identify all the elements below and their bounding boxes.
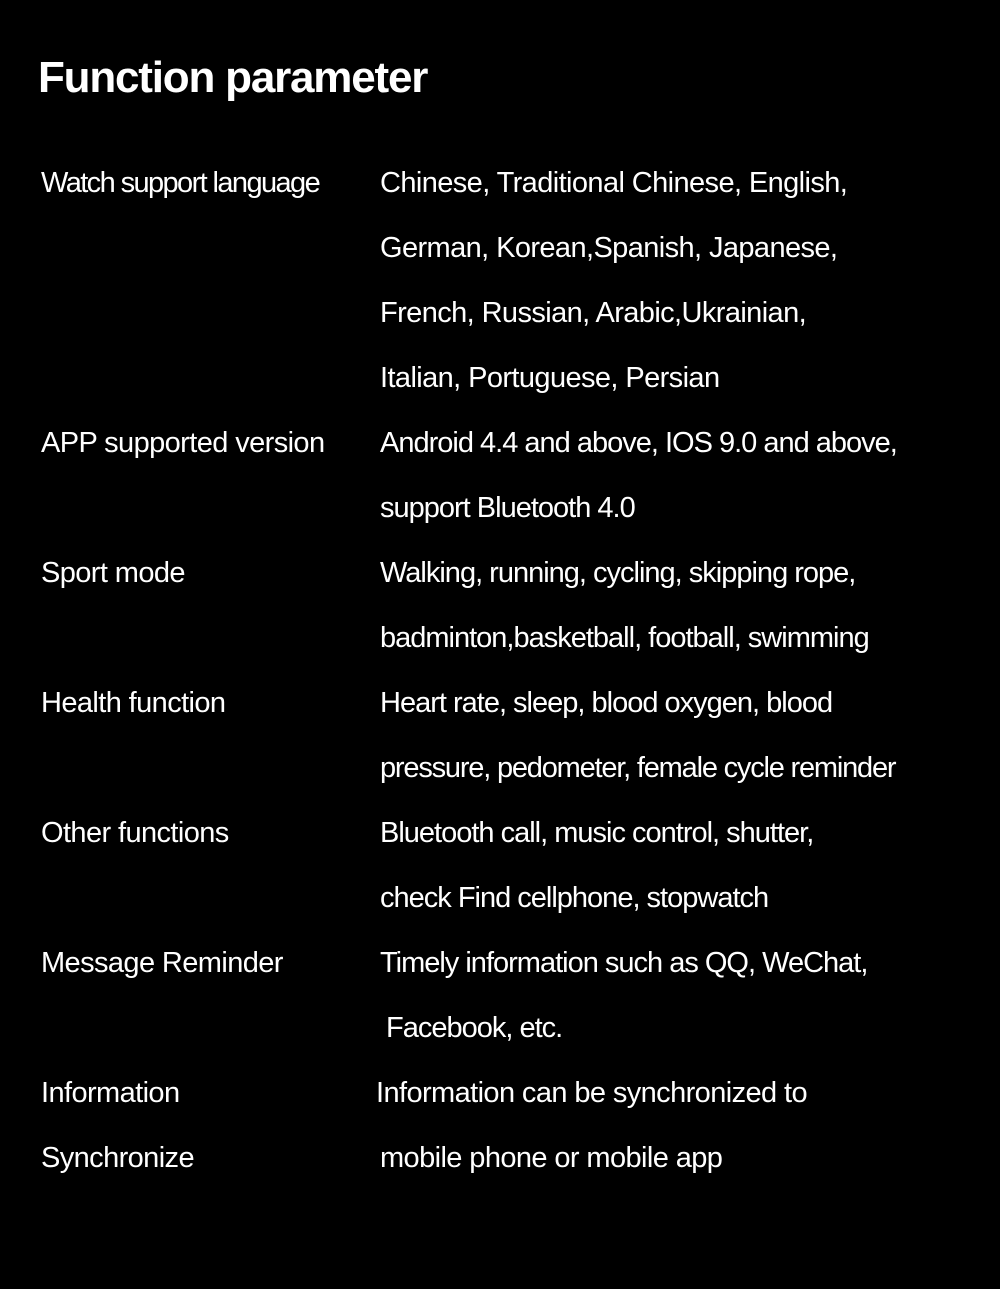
page-title: Function parameter — [38, 53, 428, 102]
param-label-information: Information — [41, 1077, 180, 1109]
param-value-line: Bluetooth call, music control, shutter, — [380, 817, 814, 849]
param-value-line: German, Korean,Spanish, Japanese, — [380, 232, 838, 264]
param-label-app-version: APP supported version — [41, 427, 325, 459]
param-value-line: support Bluetooth 4.0 — [380, 492, 635, 524]
param-value-line: Timely information such as QQ, WeChat, — [380, 947, 868, 979]
param-value-line: badminton,basketball, football, swimming — [380, 622, 869, 654]
param-value-line: Information can be synchronized to — [376, 1077, 807, 1109]
param-value-line: check Find cellphone, stopwatch — [380, 882, 769, 914]
param-label-health-function: Health function — [41, 687, 226, 719]
param-value-line: Android 4.4 and above, IOS 9.0 and above, — [380, 427, 897, 459]
param-value-line: Heart rate, sleep, blood oxygen, blood — [380, 687, 833, 719]
param-label-message-reminder: Message Reminder — [41, 947, 283, 979]
param-value-line: Walking, running, cycling, skipping rope, — [380, 557, 856, 589]
param-value-line: Facebook, etc. — [386, 1012, 563, 1044]
param-value-line: French, Russian, Arabic,Ukrainian, — [380, 297, 807, 329]
param-label-other-functions: Other functions — [41, 817, 229, 849]
param-label-synchronize: Synchronize — [41, 1142, 194, 1174]
param-value-line: pressure, pedometer, female cycle reminder — [380, 752, 896, 784]
param-value-line: mobile phone or mobile app — [380, 1142, 723, 1174]
param-label-sport-mode: Sport mode — [41, 557, 185, 589]
param-value-line: Chinese, Traditional Chinese, English, — [380, 167, 848, 199]
param-value-line: Italian, Portuguese, Persian — [380, 362, 720, 394]
param-label-watch-language: Watch support language — [41, 167, 320, 199]
